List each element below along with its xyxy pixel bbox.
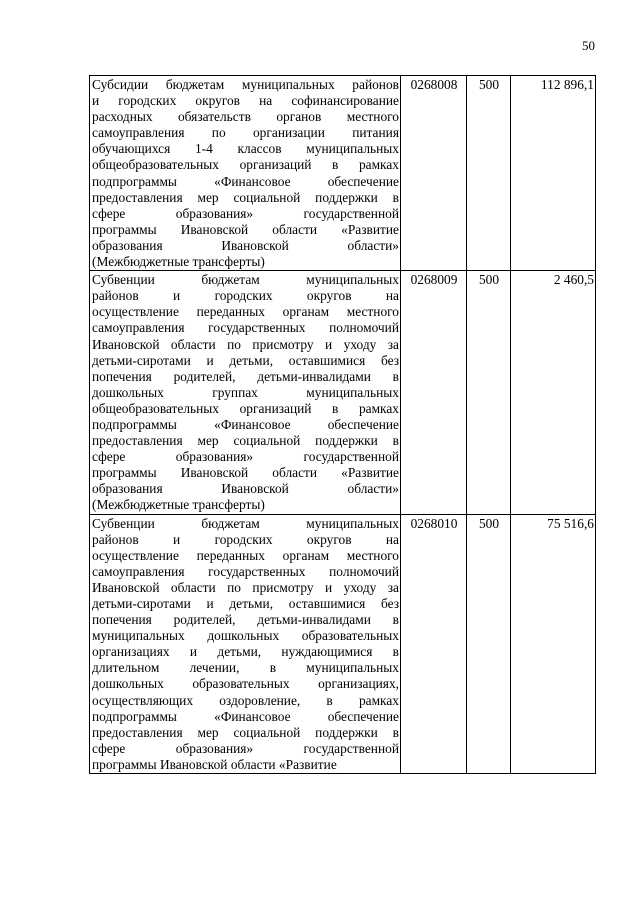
description-line: подпрограммы «Финансовое обеспечение	[92, 173, 399, 189]
budget-table-body	[90, 76, 596, 774]
description-line: программы Ивановской области «Развитие	[92, 756, 337, 772]
description-line: самоуправления по организации питания	[92, 125, 399, 141]
row-target-code: 0268010	[401, 514, 467, 774]
table-row	[90, 514, 596, 774]
description-line: Субвенции бюджетам муниципальных	[92, 515, 399, 531]
row-expense-type: 500	[467, 76, 511, 271]
description-line: самоуправления государственных полномочий	[92, 320, 399, 336]
description-line: предоставления мер социальной поддержки в	[92, 433, 399, 449]
row-amount: 2 460,5	[511, 271, 596, 514]
description-line: Ивановской области по присмотру и уходу за	[92, 336, 399, 352]
row-amount: 75 516,6	[511, 514, 596, 774]
row-target-code: 0268008	[401, 76, 467, 271]
description-line: организациях и детьми, нуждающимися в	[92, 644, 399, 660]
description-line: (Межбюджетные трансферты)	[92, 497, 265, 513]
description-line: муниципальных дошкольных образовательных	[92, 628, 399, 644]
budget-table	[89, 75, 596, 774]
page-number: 50	[582, 38, 595, 53]
description-line: подпрограммы «Финансовое обеспечение	[92, 708, 399, 724]
row-expense-type: 500	[467, 514, 511, 774]
description-line: общеобразовательных организаций в рамках	[92, 157, 399, 173]
row-description	[90, 514, 401, 774]
description-line: осуществление переданных органам местного	[92, 304, 399, 320]
description-line: детьми-сиротами и детьми, оставшимися без	[92, 352, 399, 368]
description-line: сфере образования» государственной	[92, 740, 399, 756]
description-line: программы Ивановской области «Развитие	[92, 465, 399, 481]
table-row	[90, 271, 596, 514]
row-amount: 112 896,1	[511, 76, 596, 271]
description-line: Субвенции бюджетам муниципальных	[92, 272, 399, 288]
row-target-code: 0268009	[401, 271, 467, 514]
description-line: предоставления мер социальной поддержки в	[92, 724, 399, 740]
description-line: районов и городских округов на	[92, 288, 399, 304]
table-row	[90, 76, 596, 271]
description-line: самоуправления государственных полномочий	[92, 563, 399, 579]
description-line: осуществление переданных органам местного	[92, 547, 399, 563]
description-line: расходных обязательств органов местного	[92, 109, 399, 125]
description-line: сфере образования» государственной	[92, 205, 399, 221]
description-line: Субсидии бюджетам муниципальных районов	[92, 77, 399, 92]
description-line: образования Ивановской области»	[92, 481, 399, 497]
description-line: Ивановской области по присмотру и уходу за	[92, 579, 399, 595]
description-line: образования Ивановской области»	[92, 237, 399, 253]
description-line: предоставления мер социальной поддержки в	[92, 189, 399, 205]
description-line: программы Ивановской области «Развитие	[92, 221, 399, 237]
description-line: дошкольных образовательных организациях,	[92, 676, 399, 692]
description-line: длительном лечении, в муниципальных	[92, 660, 399, 676]
description-line: дошкольных группах муниципальных	[92, 384, 399, 400]
description-line: попечения родителей, детьми-инвалидами в	[92, 368, 399, 384]
description-line: районов и городских округов на	[92, 531, 399, 547]
description-line: сфере образования» государственной	[92, 449, 399, 465]
description-line: детьми-сиротами и детьми, оставшимися без	[92, 596, 399, 611]
description-line: (Межбюджетные трансферты)	[92, 254, 265, 270]
description-line: попечения родителей, детьми-инвалидами в	[92, 612, 399, 628]
description-line: и городских округов на софинансирование	[92, 93, 399, 109]
row-expense-type: 500	[467, 271, 511, 514]
description-line: обучающихся 1-4 классов муниципальных	[92, 141, 399, 157]
row-description	[90, 271, 401, 514]
description-line: осуществляющих оздоровление, в рамках	[92, 692, 399, 708]
description-line: общеобразовательных организаций в рамках	[92, 400, 399, 416]
row-description	[90, 76, 401, 271]
description-line: подпрограммы «Финансовое обеспечение	[92, 416, 399, 432]
